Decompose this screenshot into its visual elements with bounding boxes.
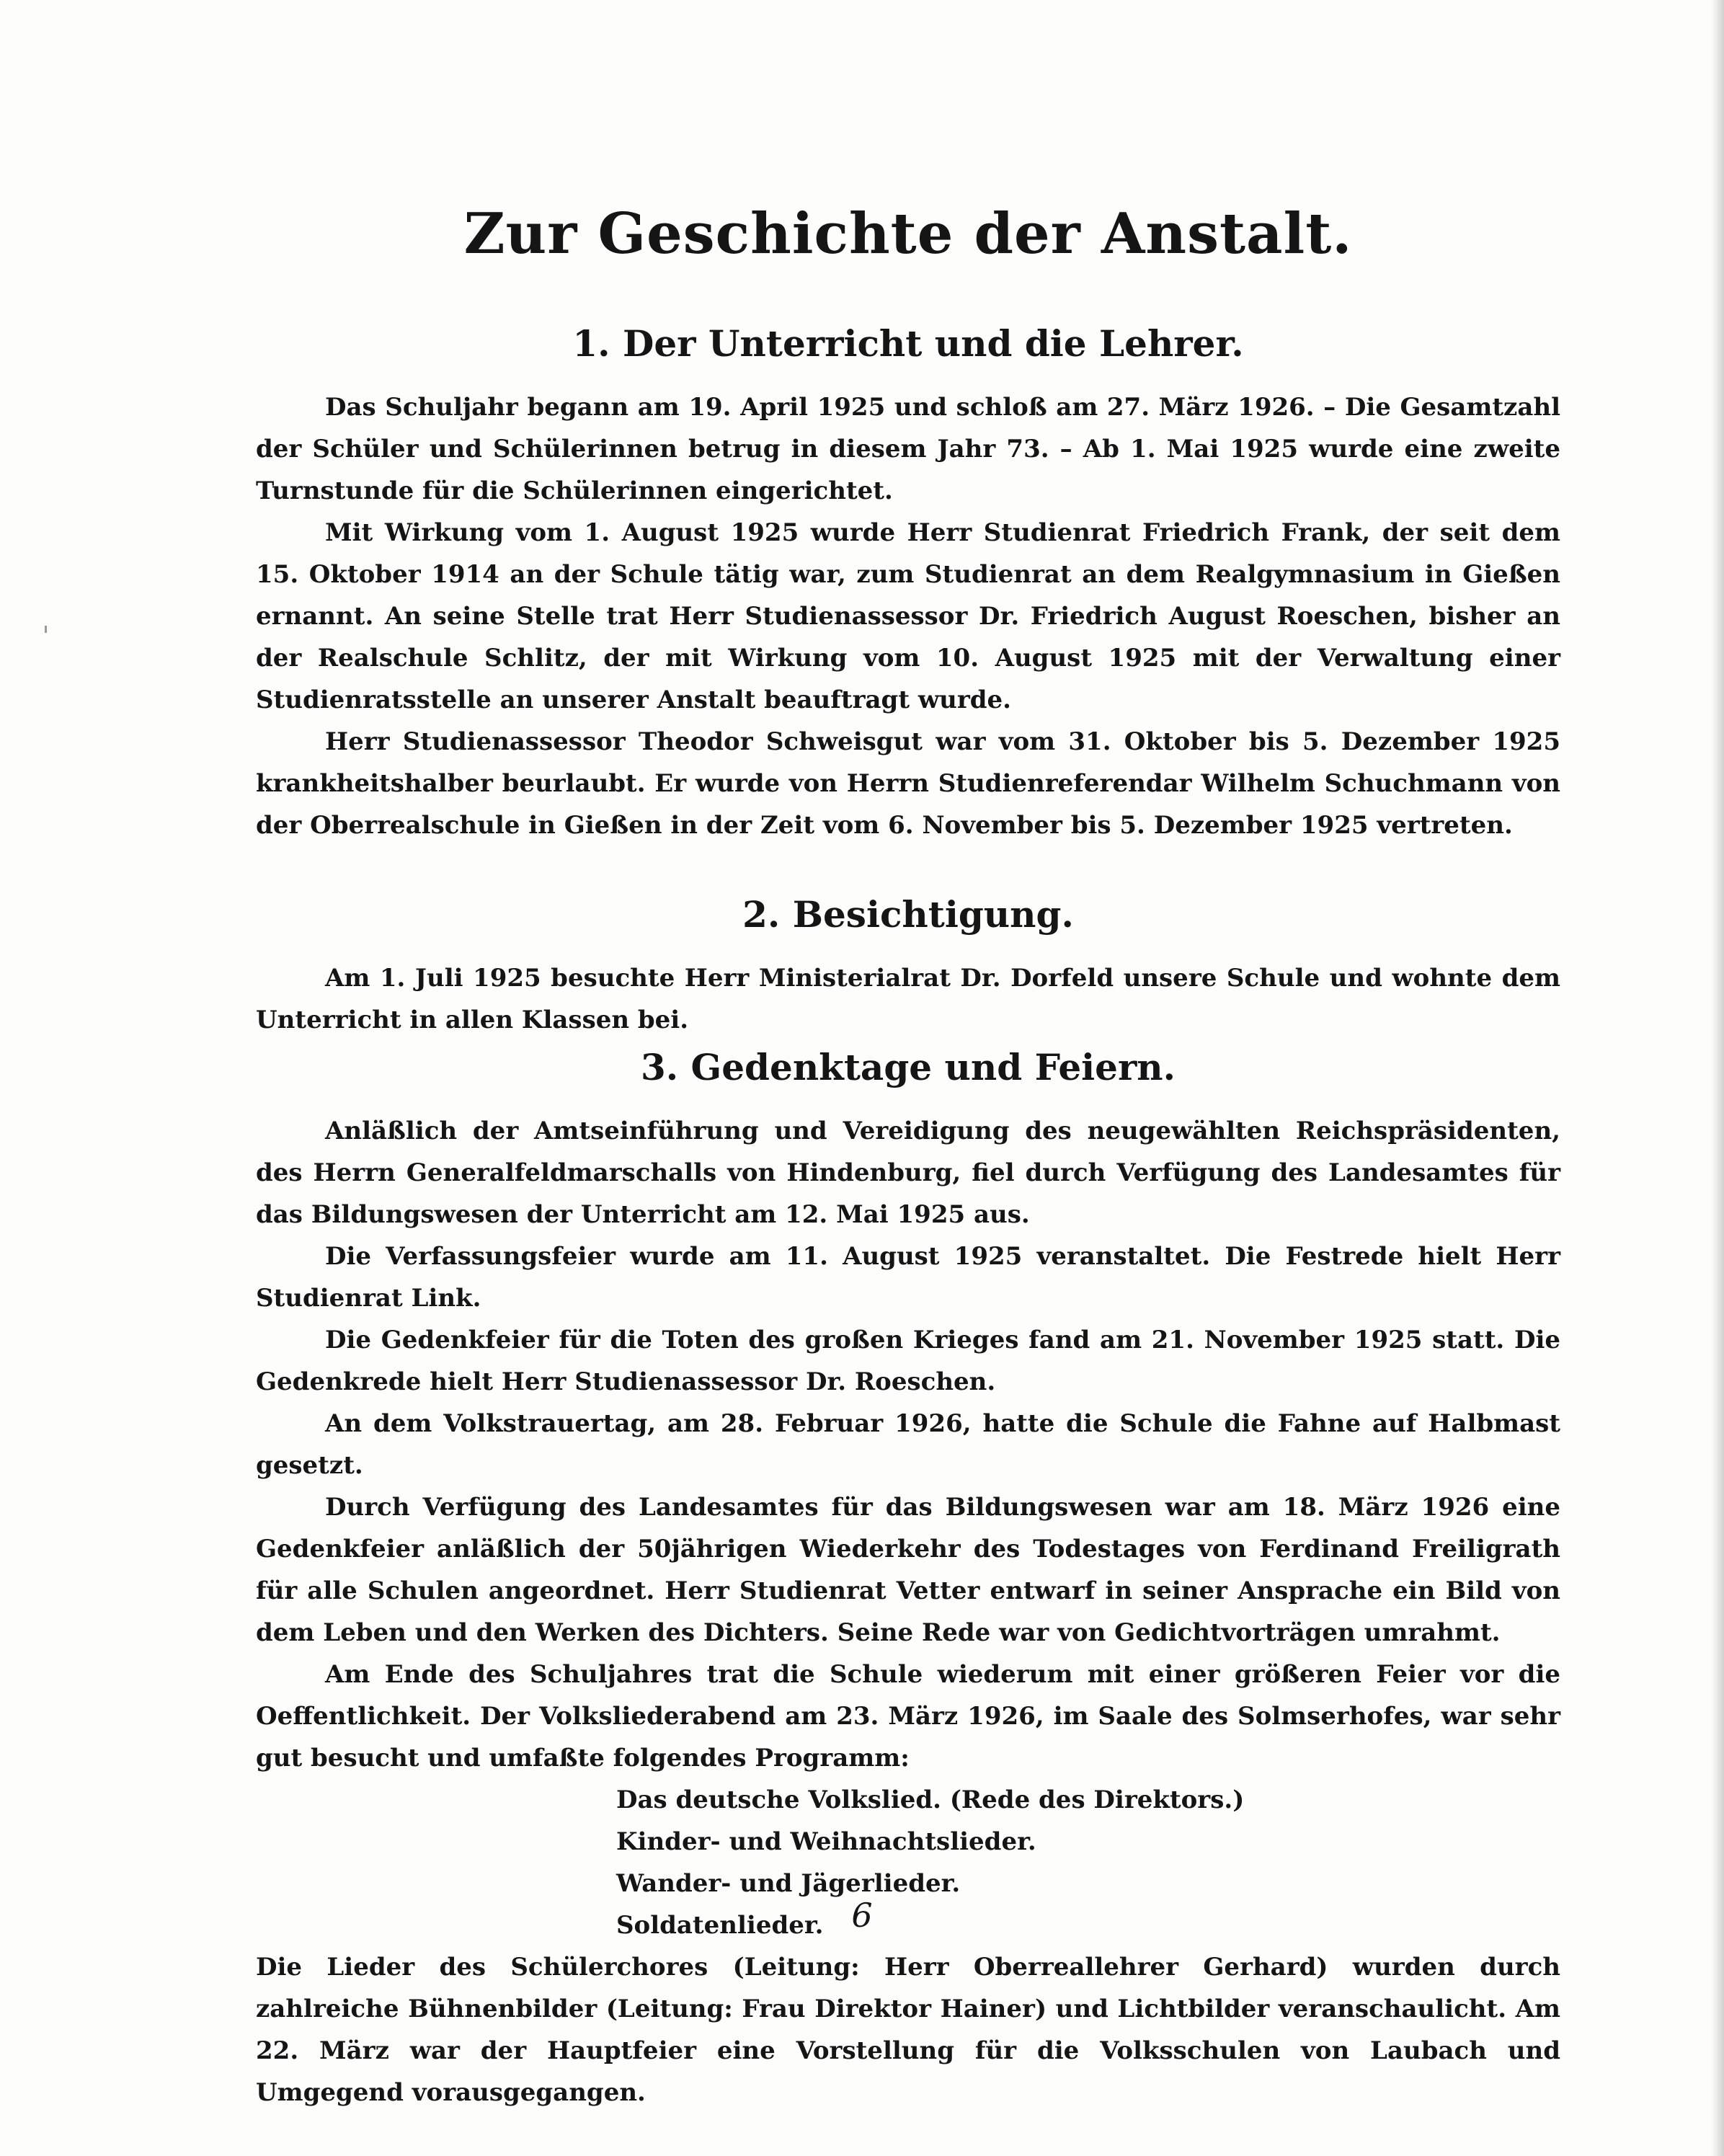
paragraph: Am 1. Juli 1925 besuchte Herr Ministerialrat Dr. Dorfeld unsere Schule und wohnte dem Unterricht in allen Klassen bei. [256,964,1560,1034]
paragraph: An dem Volkstrauertag, am 28. Februar 1926, hatte die Schule die Fahne auf Halbmast gesetzt. [256,1409,1560,1480]
page-edge-shadow [1711,0,1724,2156]
program-item: Soldatenlieder. [616,1911,824,1940]
program-item: Kinder- und Weihnachtslieder. [616,1827,1036,1856]
program-item: Das deutsche Volkslied. (Rede des Direktors.) [616,1785,1245,1814]
section-heading: 3. Gedenktage und Feiern. [640,1046,1176,1088]
section-unterricht [256,317,1560,846]
closing-paragraph: Die Lieder des Schülerchores (Leitung: Herr Oberreallehrer Gerhard) wurden durch zahlreiche Bühnenbilder (Leitung: Frau Direktor Hainer) und Lichtbilder veranschaulicht. Am 22. März war der Hauptfeier eine Vorstellung für die Volksschulen von Laubach und Umgegend vorausgegangen. [256,1953,1560,2107]
paragraph: Anläßlich der Amtseinführung und Vereidigung des neugewählten Reichspräsidenten, des Herrn Generalfeldmarschalls von Hindenburg, fiel durch Verfügung des Landesamtes für das Bildungswesen der Unterricht am 12. Mai 1925 aus. [256,1117,1560,1229]
scan-speck [45,626,47,633]
paragraph: Die Gedenkfeier für die Toten des großen Krieges fand am 21. November 1925 statt. Die Gedenkrede hielt Herr Studienassessor Dr. Roeschen. [256,1326,1560,1396]
paragraph: Herr Studienassessor Theodor Schweisgut war vom 31. Oktober bis 5. Dezember 1925 krankheitshalber beurlaubt. Er wurde von Herrn Studienreferendar Wilhelm Schuchmann von der Oberrealschule in Gießen in der Zeit vom 6. November bis 5. Dezember 1925 vertreten. [256,727,1560,840]
section-gedenktage [256,1041,1560,2113]
section-spacer [256,846,1560,888]
paragraph: Das Schuljahr begann am 19. April 1925 und schloß am 27. März 1926. – Die Gesamtzahl der Schüler und Schülerinnen betrug in diesem Jahr 73. – Ab 1. Mai 1925 wurde eine zweite Turnstunde für die Schülerinnen eingerichtet. [256,393,1560,505]
paragraph: Mit Wirkung vom 1. August 1925 wurde Herr Studienrat Friedrich Frank, der seit dem 15. Oktober 1914 an der Schule tätig war, zum Studienrat an dem Realgymnasium in Gießen ernannt. An seine Stelle trat Herr Studienassessor Dr. Friedrich August Roeschen, bisher an der Realschule Schlitz, der mit Wirkung vom 10. August 1925 mit der Verwaltung einer Studienratsstelle an unserer Anstalt beauftragt wurde. [256,518,1560,714]
program-item: Wander- und Jägerlieder. [616,1869,961,1898]
page-number: 6 [851,1896,873,1935]
page-title: Zur Geschichte der Anstalt. [463,201,1353,267]
section-heading: 1. Der Unterricht und die Lehrer. [572,322,1244,365]
section-besichtigung [256,888,1560,1041]
page-content [256,195,1560,2113]
paragraph: Die Verfassungsfeier wurde am 11. August 1925 veranstaltet. Die Festrede hielt Herr Studienrat Link. [256,1242,1560,1313]
section-heading: 2. Besichtigung. [742,893,1074,936]
paragraph: Durch Verfügung des Landesamtes für das Bildungswesen war am 18. März 1926 eine Gedenkfeier anläßlich der 50jährigen Wiederkehr des Todestages von Ferdinand Freiligrath für alle Schulen angeordnet. Herr Studienrat Vetter entwarf in seiner Ansprache ein Bild von dem Leben und den Werken des Dichters. Seine Rede war von Gedichtvorträgen umrahmt. [256,1493,1560,1647]
paragraph: Am Ende des Schuljahres trat die Schule wiederum mit einer größeren Feier vor die Oeffentlichkeit. Der Volksliederabend am 23. März 1926, im Saale des Solmserhofes, war sehr gut besucht und umfaßte folgendes Programm: [256,1660,1560,1773]
